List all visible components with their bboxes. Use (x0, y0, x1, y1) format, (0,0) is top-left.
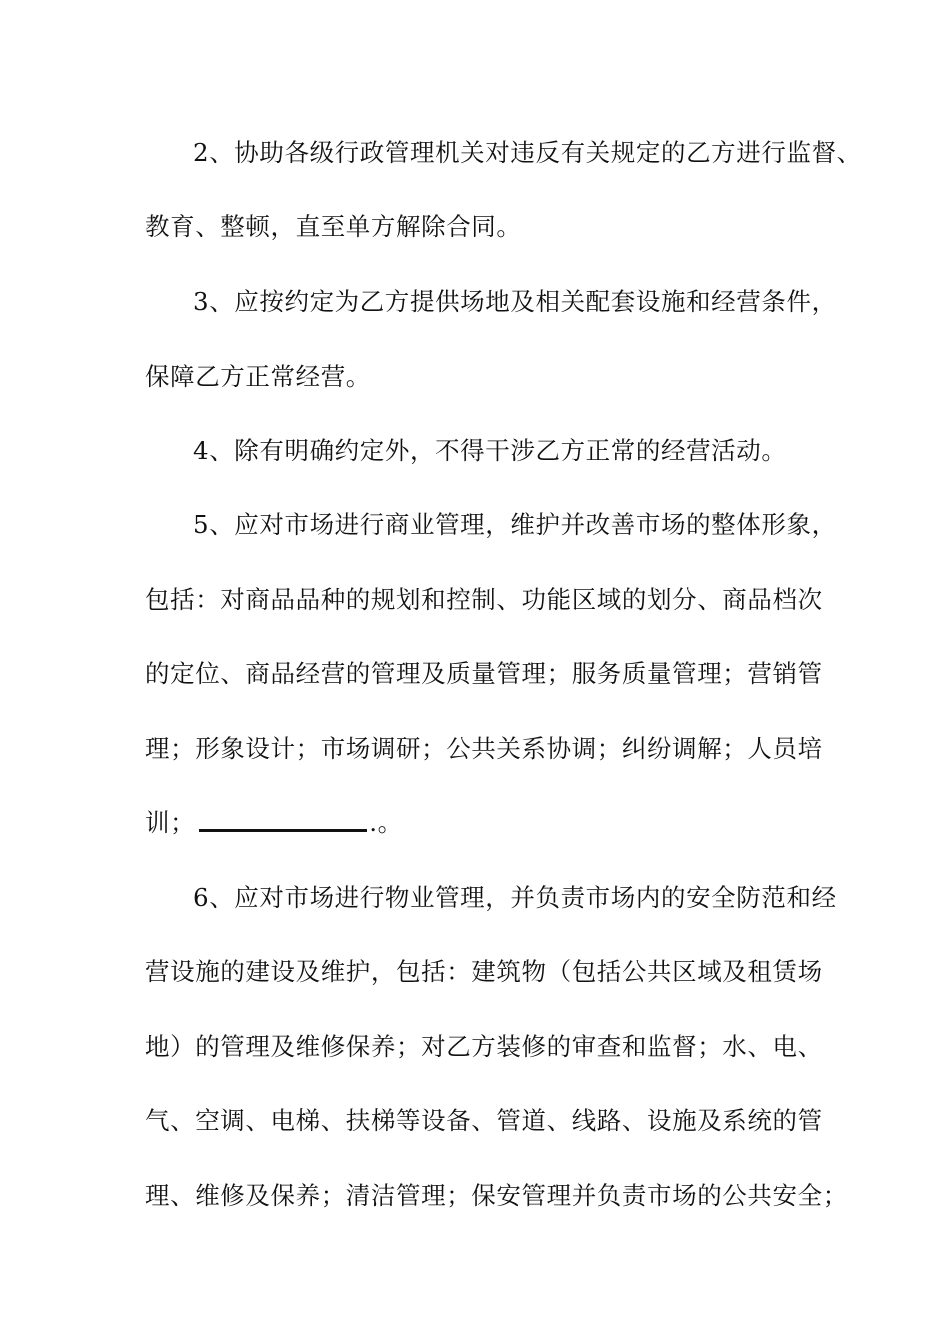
text-line: 3、应按约定为乙方提供场地及相关配套设施和经营条件， (193, 287, 837, 316)
text-line: 营设施的建设及维护，包括：建筑物（包括公共区域及租赁场 (145, 957, 823, 986)
fill-in-blank (199, 829, 367, 832)
text-line: 4、除有明确约定外，不得干涉乙方正常的经营活动。 (193, 436, 787, 465)
text-line: 2、协助各级行政管理机关对违反有关规定的乙方进行监督、 (193, 138, 862, 167)
text-line: 包括：对商品品种的规划和控制、功能区域的划分、商品档次 (145, 585, 823, 614)
text-line: 理；形象设计；市场调研；公共关系协调；纠纷调解；人员培 (145, 734, 823, 763)
text-line: 的定位、商品经营的管理及质量管理；服务质量管理；营销管 (145, 659, 823, 688)
text-line: 理、维修及保养；清洁管理；保安管理并负责市场的公共安全； (145, 1181, 848, 1210)
text-fragment: 训； (145, 808, 196, 837)
text-line: 气、空调、电梯、扶梯等设备、管道、线路、设施及系统的管 (145, 1106, 823, 1135)
text-line: 地）的管理及维修保养；对乙方装修的审查和监督；水、电、 (145, 1032, 823, 1061)
text-line: 6、应对市场进行物业管理，并负责市场内的安全防范和经 (193, 883, 837, 912)
text-line: 教育、整顿，直至单方解除合同。 (145, 212, 522, 241)
text-line: 保障乙方正常经营。 (145, 362, 371, 391)
text-line: 5、应对市场进行商业管理，维护并改善市场的整体形象， (193, 510, 837, 539)
text-fragment: .。 (369, 808, 403, 837)
text-line-with-blank (145, 808, 403, 838)
